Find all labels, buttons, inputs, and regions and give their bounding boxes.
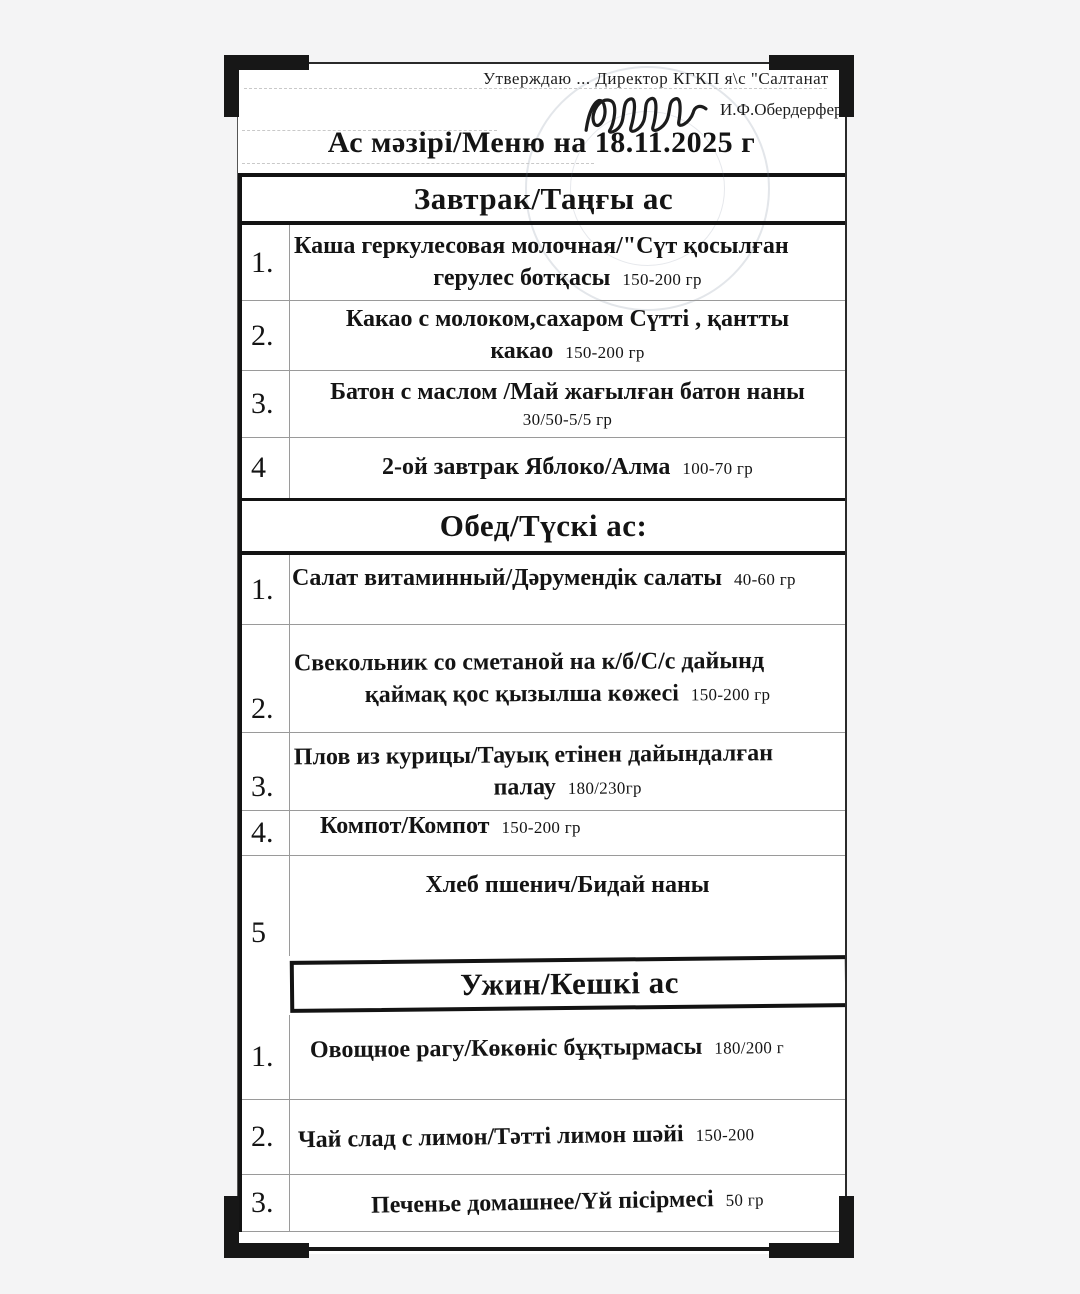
menu-row xyxy=(242,225,845,301)
dish-line xyxy=(320,811,581,843)
portion-size: 150-200 гр xyxy=(622,269,702,289)
corner-mark-top-left-icon xyxy=(224,55,309,117)
row-number: 2. xyxy=(242,625,290,732)
menu-row xyxy=(242,438,845,498)
dish-line xyxy=(371,1183,764,1222)
page-bottom-edge xyxy=(238,1247,845,1251)
portion-size: 180/200 г xyxy=(714,1038,785,1058)
row-number: 3. xyxy=(242,371,290,437)
row-number: 2. xyxy=(242,1100,290,1174)
corner-mark-bottom-left-icon xyxy=(224,1196,309,1258)
menu-row xyxy=(242,555,845,625)
section-header-breakfast: Завтрак/Таңғы ас xyxy=(242,177,845,225)
dish-name: Какао с молоком,сахаром Сүтті , қантты xyxy=(345,305,790,332)
dish-cell xyxy=(290,301,845,370)
menu-table xyxy=(238,177,845,1232)
dish-line xyxy=(310,1031,784,1067)
dish-name: палау xyxy=(493,773,556,801)
row-number: 4. xyxy=(242,811,290,855)
menu-row xyxy=(242,625,845,733)
dish-line2 xyxy=(290,769,845,806)
dish-name: Свекольник со сметаной на к/б/С/с дайынд xyxy=(293,647,765,677)
row-number: 1. xyxy=(242,225,290,300)
portion-size: 150-200 гр xyxy=(690,684,771,704)
dish-name: Батон с маслом /Май жағылған батон наны xyxy=(330,378,805,405)
dish-cell xyxy=(290,1013,846,1102)
dish-cell xyxy=(290,225,845,300)
dish-line2 xyxy=(290,677,845,712)
dish-cell xyxy=(290,811,845,855)
dish-name: какао xyxy=(490,337,554,364)
director-name: И.Ф.Обердерфер xyxy=(720,100,843,119)
menu-row xyxy=(242,301,845,371)
dish-name: Чай слад с лимон/Тәтті лимон шәйі xyxy=(297,1121,684,1154)
menu-row xyxy=(242,371,845,438)
dish-name: Компот/Компот xyxy=(320,813,490,839)
dish-line2 xyxy=(290,263,845,295)
menu-row xyxy=(242,1015,845,1100)
menu-row xyxy=(242,1100,845,1175)
dish-cell xyxy=(290,856,845,956)
document-header xyxy=(238,64,845,177)
menu-document xyxy=(237,62,847,1254)
portion-size: 30/50-5/5 гр xyxy=(522,409,613,429)
portion-size: 150-200 xyxy=(695,1125,755,1146)
portion-size: 100-70 гр xyxy=(682,459,754,479)
dish-cell xyxy=(290,731,846,813)
section-header-dinner: Ужин/Кешкі ас xyxy=(290,955,847,1013)
dish-cell xyxy=(290,555,845,624)
dish-line2 xyxy=(490,336,644,368)
portion-size: 50 гр xyxy=(725,1190,765,1211)
dish-name: Каша геркулесовая молочная/"Сүт қосылған xyxy=(294,232,789,259)
corner-mark-top-right-icon xyxy=(769,55,854,117)
portion-size: 150-200 гр xyxy=(565,342,645,362)
menu-title: Ас мәзірі/Меню на 18.11.2025 г xyxy=(327,126,756,159)
dish-cell xyxy=(290,371,845,437)
portion-size: 180/230гр xyxy=(567,777,642,798)
row-number: 1. xyxy=(242,1015,290,1099)
dish-cell xyxy=(289,1096,845,1179)
dish-line xyxy=(298,1118,755,1157)
section-header-lunch: Обед/Түскі ас: xyxy=(242,498,845,555)
dish-line xyxy=(292,563,796,595)
dish-line2 xyxy=(523,409,612,431)
dish-name: Плов из курицы/Тауық етінен дайындалған xyxy=(293,740,774,771)
dish-cell xyxy=(290,438,845,498)
row-number: 3. xyxy=(242,1175,290,1231)
dish-name: Печенье домашнее/Үй пісірмесі xyxy=(370,1186,714,1219)
dish-cell xyxy=(290,624,846,734)
dish-name: герулес ботқасы xyxy=(433,264,611,291)
row-number: 2. xyxy=(242,301,290,370)
menu-row xyxy=(242,1175,845,1232)
row-number: 1. xyxy=(242,555,290,624)
dish-name: 2-ой завтрак Яблоко/Алма xyxy=(381,454,671,481)
menu-row xyxy=(242,811,845,856)
portion-size: 40-60 гр xyxy=(733,570,796,589)
menu-row xyxy=(242,856,845,956)
dish-name: Хлеб пшенич/Бидай наны xyxy=(425,872,710,898)
row-number: 5 xyxy=(242,856,290,956)
row-number: 4 xyxy=(242,438,290,498)
dish-cell xyxy=(290,1170,846,1237)
portion-size: 150-200 гр xyxy=(501,818,581,837)
corner-mark-bottom-right-icon xyxy=(769,1196,854,1258)
menu-row xyxy=(242,733,845,811)
dish-name: қаймақ қос қызылша көжесі xyxy=(364,679,679,708)
row-number: 3. xyxy=(242,733,290,810)
dish-name: Овощное рагу/Көкөніс бұқтырмасы xyxy=(309,1033,703,1064)
ruled-line xyxy=(242,163,594,164)
dish-name: Салат витаминный/Дәрумендік салаты xyxy=(292,565,722,591)
approval-line: Утверждаю ... Директор КГКП я\с "Салтанат xyxy=(483,69,829,88)
dish-line xyxy=(382,452,753,484)
